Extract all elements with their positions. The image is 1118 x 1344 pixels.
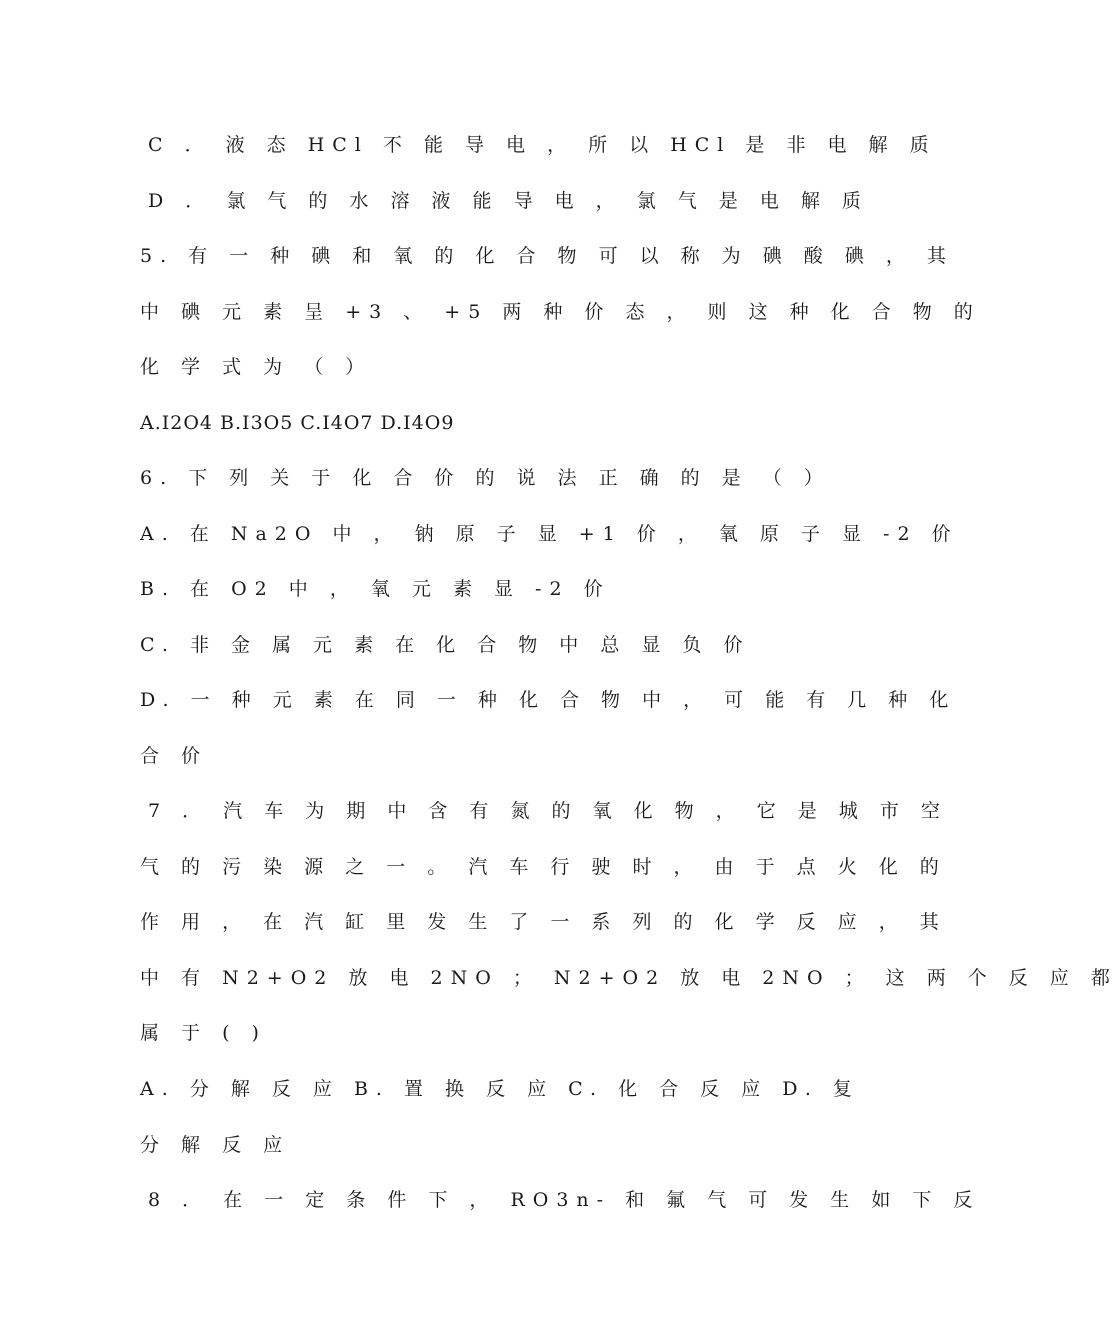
question-6-option-c: C. 非 金 属 元 素 在 化 合 物 中 总 显 负 价	[140, 634, 751, 656]
text-line: 气 的 污 染 源 之 一 。 汽 车 行 驶 时 ， 由 于 点 火 化 的	[140, 856, 947, 878]
text-line: 中 碘 元 素 呈 +3 、 +5 两 种 价 态 ， 则 这 种 化 合 物 的	[140, 301, 981, 323]
text-line: 化 学 式 为 （ ）	[140, 356, 373, 378]
question-6-text: 6. 下 列 关 于 化 合 价 的 说 法 正 确 的 是 （ ）	[140, 467, 831, 489]
question-6-option-d: D. 一 种 元 素 在 同 一 种 化 合 物 中 ， 可 能 有 几 种 化	[140, 689, 957, 711]
text-line: D ． 氯 气 的 水 溶 液 能 导 电 ， 氯 气 是 电 解 质	[148, 190, 869, 212]
question-7-text: 7 ． 汽 车 为 期 中 含 有 氮 的 氧 化 物 ， 它 是 城 市 空	[148, 800, 948, 822]
text-line: 合 价	[140, 745, 209, 767]
question-5-text: 5. 有 一 种 碘 和 氧 的 化 合 物 可 以 称 为 碘 酸 碘 ， 其	[140, 245, 954, 267]
text-line: 分 解 反 应	[140, 1134, 291, 1156]
question-5-options: A.I2O4 B.I3O5 C.I4O7 D.I4O9	[140, 412, 455, 434]
question-6-option-b: B. 在 O2 中 ， 氧 元 素 显 -2 价	[140, 578, 611, 600]
text-line: 属 于 ( )	[140, 1022, 267, 1044]
text-line: C ． 液 态 HCl 不 能 导 电 ， 所 以 HCl 是 非 电 解 质	[148, 134, 937, 156]
question-8-text: 8 ． 在 一 定 条 件 下 ， RO3n- 和 氟 气 可 发 生 如 下 反	[148, 1189, 981, 1211]
question-7-options: A. 分 解 反 应 B. 置 换 反 应 C. 化 合 反 应 D. 复	[140, 1078, 860, 1100]
text-line: 中 有 N2+O2 放 电 2NO ； N2+O2 放 电 2NO ； 这 两 个 反 应 都	[140, 967, 1118, 989]
question-6-option-a: A. 在 Na2O 中 ， 钠 原 子 显 +1 价 ， 氧 原 子 显 -2 价	[140, 523, 959, 545]
text-line: 作 用 ， 在 汽 缸 里 发 生 了 一 系 列 的 化 学 反 应 ， 其	[140, 911, 947, 933]
